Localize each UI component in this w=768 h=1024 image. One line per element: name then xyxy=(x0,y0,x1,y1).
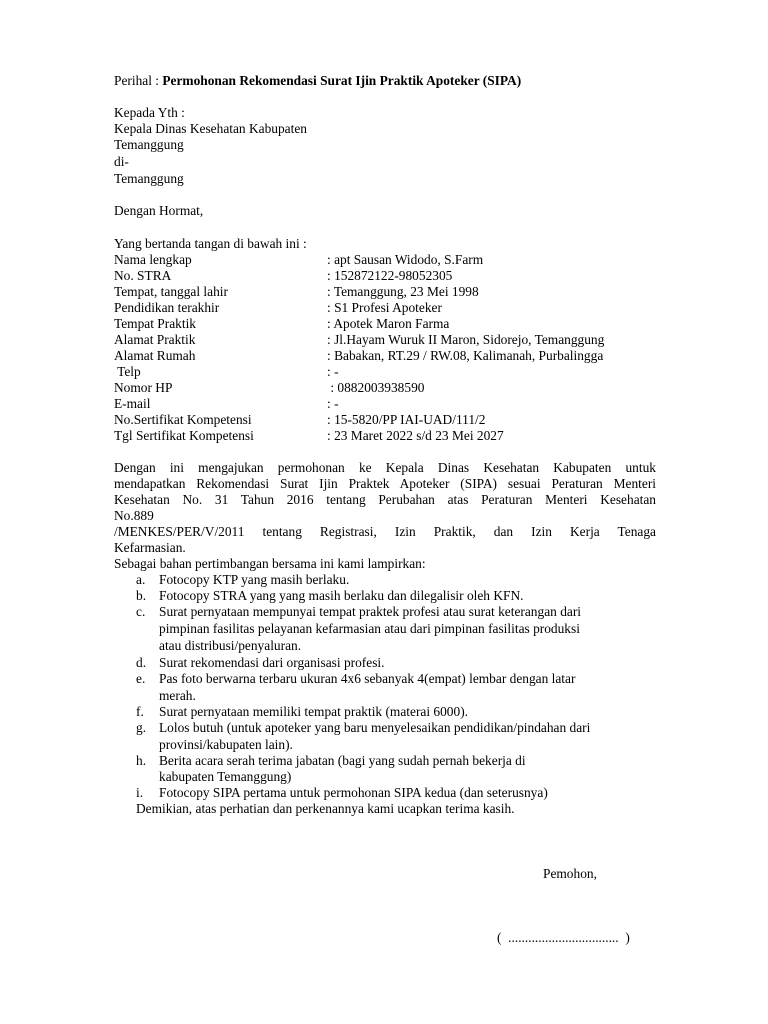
field-value: : Temanggung, 23 Mei 1998 xyxy=(327,284,479,299)
list-item: provinsi/kabupaten lain). xyxy=(159,737,293,752)
list-item: merah. xyxy=(159,688,196,703)
recipient-line: Kepala Dinas Kesehatan Kabupaten xyxy=(114,121,307,136)
body-line: Kesehatan No. 31 Tahun 2016 tentang Perubahan atas Peraturan Menteri Kesehatan xyxy=(114,492,656,507)
recipient-line: di- xyxy=(114,154,129,169)
field-value: : - xyxy=(327,364,339,379)
field-value: : 23 Maret 2022 s/d 23 Mei 2027 xyxy=(327,428,504,443)
list-item-marker: g. xyxy=(136,720,147,735)
field-value: : Babakan, RT.29 / RW.08, Kalimanah, Purbalingga xyxy=(327,348,604,363)
list-item: Surat pernyataan mempunyai tempat praktek profesi atau surat keterangan dari xyxy=(159,604,582,619)
signature-name-placeholder: ( ................................. ) xyxy=(497,930,630,945)
intro-text: Yang bertanda tangan di bawah ini : xyxy=(114,236,307,251)
field-label: E-mail xyxy=(114,396,151,411)
recipient-line: Temanggung xyxy=(114,137,184,152)
field-label: Alamat Praktik xyxy=(114,332,196,347)
attachments-intro: Sebagai bahan pertimbangan bersama ini kami lampirkan: xyxy=(114,556,426,571)
body-line: No.889 xyxy=(114,508,154,523)
field-label: Nama lengkap xyxy=(114,252,192,267)
body-line: /MENKES/PER/V/2011 tentang Registrasi, Izin Praktik, dan Izin Kerja Tenaga xyxy=(114,524,656,539)
field-label: Alamat Rumah xyxy=(114,348,196,363)
signature-label: Pemohon, xyxy=(543,866,597,881)
list-item: Lolos butuh (untuk apoteker yang baru menyelesaikan pendidikan/pindahan dari xyxy=(159,720,591,735)
list-item: Pas foto berwarna terbaru ukuran 4x6 sebanyak 4(empat) lembar dengan latar xyxy=(159,671,576,686)
list-item: Fotocopy KTP yang masih berlaku. xyxy=(159,572,350,587)
field-label: Telp xyxy=(114,364,141,379)
field-label: Nomor HP xyxy=(114,380,173,395)
list-item: Fotocopy STRA yang yang masih berlaku dan dilegalisir oleh KFN. xyxy=(159,588,524,603)
field-value: : 15-5820/PP IAI-UAD/111/2 xyxy=(327,412,486,427)
field-value: : Apotek Maron Farma xyxy=(327,316,450,331)
subject-title: Permohonan Rekomendasi Surat Ijin Praktik Apoteker (SIPA) xyxy=(162,73,522,88)
list-item-marker: b. xyxy=(136,588,147,603)
list-item: pimpinan fasilitas pelayanan kefarmasian atau dari pimpinan fasilitas produksi xyxy=(159,621,580,636)
list-item-marker: c. xyxy=(136,604,146,619)
subject-line xyxy=(114,73,521,89)
list-item-marker: a. xyxy=(136,572,146,587)
closing-text: Demikian, atas perhatian dan perkenannya kami ucapkan terima kasih. xyxy=(136,801,515,816)
list-item: Berita acara serah terima jabatan (bagi yang sudah pernah bekerja di xyxy=(159,753,526,768)
field-label: Tempat Praktik xyxy=(114,316,196,331)
field-value: : 0882003938590 xyxy=(327,380,425,395)
field-value: : - xyxy=(327,396,339,411)
list-item-marker: h. xyxy=(136,753,147,768)
list-item-marker: f. xyxy=(136,704,144,719)
list-item: Fotocopy SIPA pertama untuk permohonan SIPA kedua (dan seterusnya) xyxy=(159,785,548,800)
body-line: Kefarmasian. xyxy=(114,540,186,555)
greeting: Dengan Hormat, xyxy=(114,203,204,218)
list-item-marker: e. xyxy=(136,671,146,686)
field-value: : S1 Profesi Apoteker xyxy=(327,300,442,315)
list-item: Surat rekomendasi dari organisasi profesi. xyxy=(159,655,385,670)
field-label: No.Sertifikat Kompetensi xyxy=(114,412,252,427)
list-item: kabupaten Temanggung) xyxy=(159,769,292,784)
field-value: : 152872122-98052305 xyxy=(327,268,453,283)
field-value: : apt Sausan Widodo, S.Farm xyxy=(327,252,484,267)
body-line: Dengan ini mengajukan permohonan ke Kepala Dinas Kesehatan Kabupaten untuk xyxy=(114,460,656,475)
list-item: atau distribusi/penyaluran. xyxy=(159,638,302,653)
list-item-marker: i. xyxy=(136,785,144,800)
body-line: mendapatkan Rekomendasi Surat Ijin Praktek Apoteker (SIPA) sesuai Peraturan Menteri xyxy=(114,476,656,491)
field-label: Tempat, tanggal lahir xyxy=(114,284,228,299)
list-item-marker: d. xyxy=(136,655,147,670)
recipient-line: Temanggung xyxy=(114,171,184,186)
subject-label: Perihal : xyxy=(114,73,159,88)
field-label: Pendidikan terakhir xyxy=(114,300,220,315)
field-value: : Jl.Hayam Wuruk II Maron, Sidorejo, Temanggung xyxy=(327,332,605,347)
recipient-line: Kepada Yth : xyxy=(114,105,185,120)
list-item: Surat pernyataan memiliki tempat praktik (materai 6000). xyxy=(159,704,468,719)
field-label: Tgl Sertifikat Kompetensi xyxy=(114,428,254,443)
field-label: No. STRA xyxy=(114,268,172,283)
